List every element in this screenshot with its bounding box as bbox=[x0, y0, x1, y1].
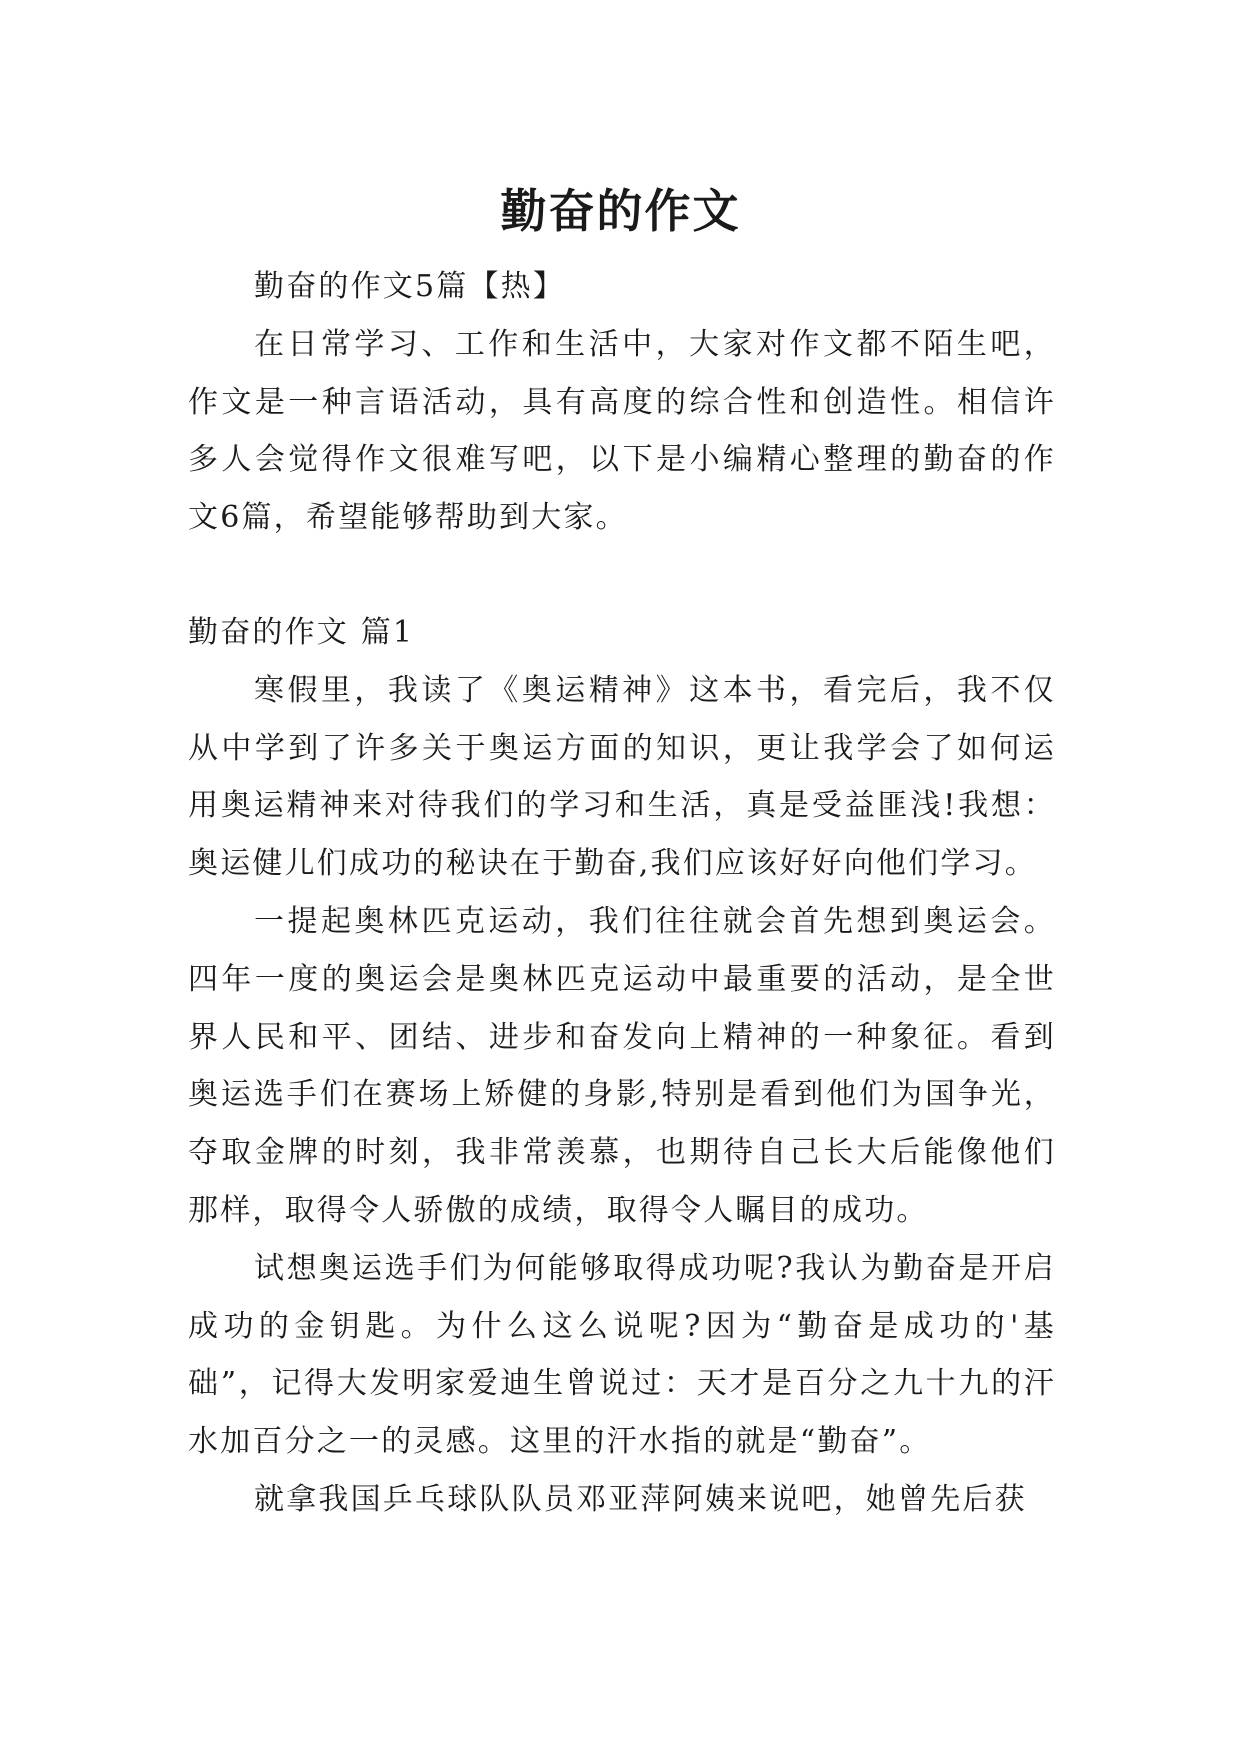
body-paragraph: 寒假里，我读了《奥运精神》这本书，看完后，我不仅从中学到了许多关于奥运方面的知识，更让我学会了如何运用奥运精神来对待我们的学习和生活，真是受益匪浅!我想：奥运健儿们成功的秘诀在于勤奋,我们应该好好向他们学习。 bbox=[188, 672, 1056, 882]
section-spacer bbox=[188, 547, 1056, 604]
section-heading: 勤奋的作文 篇1 bbox=[188, 614, 415, 650]
document-title: 勤奋的作文 bbox=[500, 183, 741, 238]
body-paragraph: 试想奥运选手们为何能够取得成功呢?我认为勤奋是开启成功的金钥匙。为什么这么说呢?因为“勤奋是成功的'基础”，记得大发明家爱迪生曾说过：天才是百分之九十九的汗水加百分之一的灵感。这里的汗水指的就是“勤奋”。 bbox=[188, 1250, 1056, 1460]
body-paragraph: 就拿我国乒乓球队队员邓亚萍阿姨来说吧，她曾先后获 bbox=[254, 1481, 1027, 1517]
intro-paragraph: 在日常学习、工作和生活中，大家对作文都不陌生吧，作文是一种言语活动，具有高度的综合性和创造性。相信许多人会觉得作文很难写吧，以下是小编精心整理的勤奋的作文6篇，希望能够帮助到大家。 bbox=[188, 326, 1056, 536]
document-subtitle: 勤奋的作文5篇【热】 bbox=[254, 269, 566, 304]
document-body bbox=[188, 258, 1056, 1529]
body-paragraph: 一提起奥林匹克运动，我们往往就会首先想到奥运会。四年一度的奥运会是奥林匹克运动中最重要的活动，是全世界人民和平、团结、进步和奋发向上精神的一种象征。看到奥运选手们在赛场上矫健的身影,特别是看到他们为国争光，夺取金牌的时刻，我非常羡慕，也期待自己长大后能像他们那样，取得令人骄傲的成绩，取得令人瞩目的成功。 bbox=[188, 903, 1056, 1228]
